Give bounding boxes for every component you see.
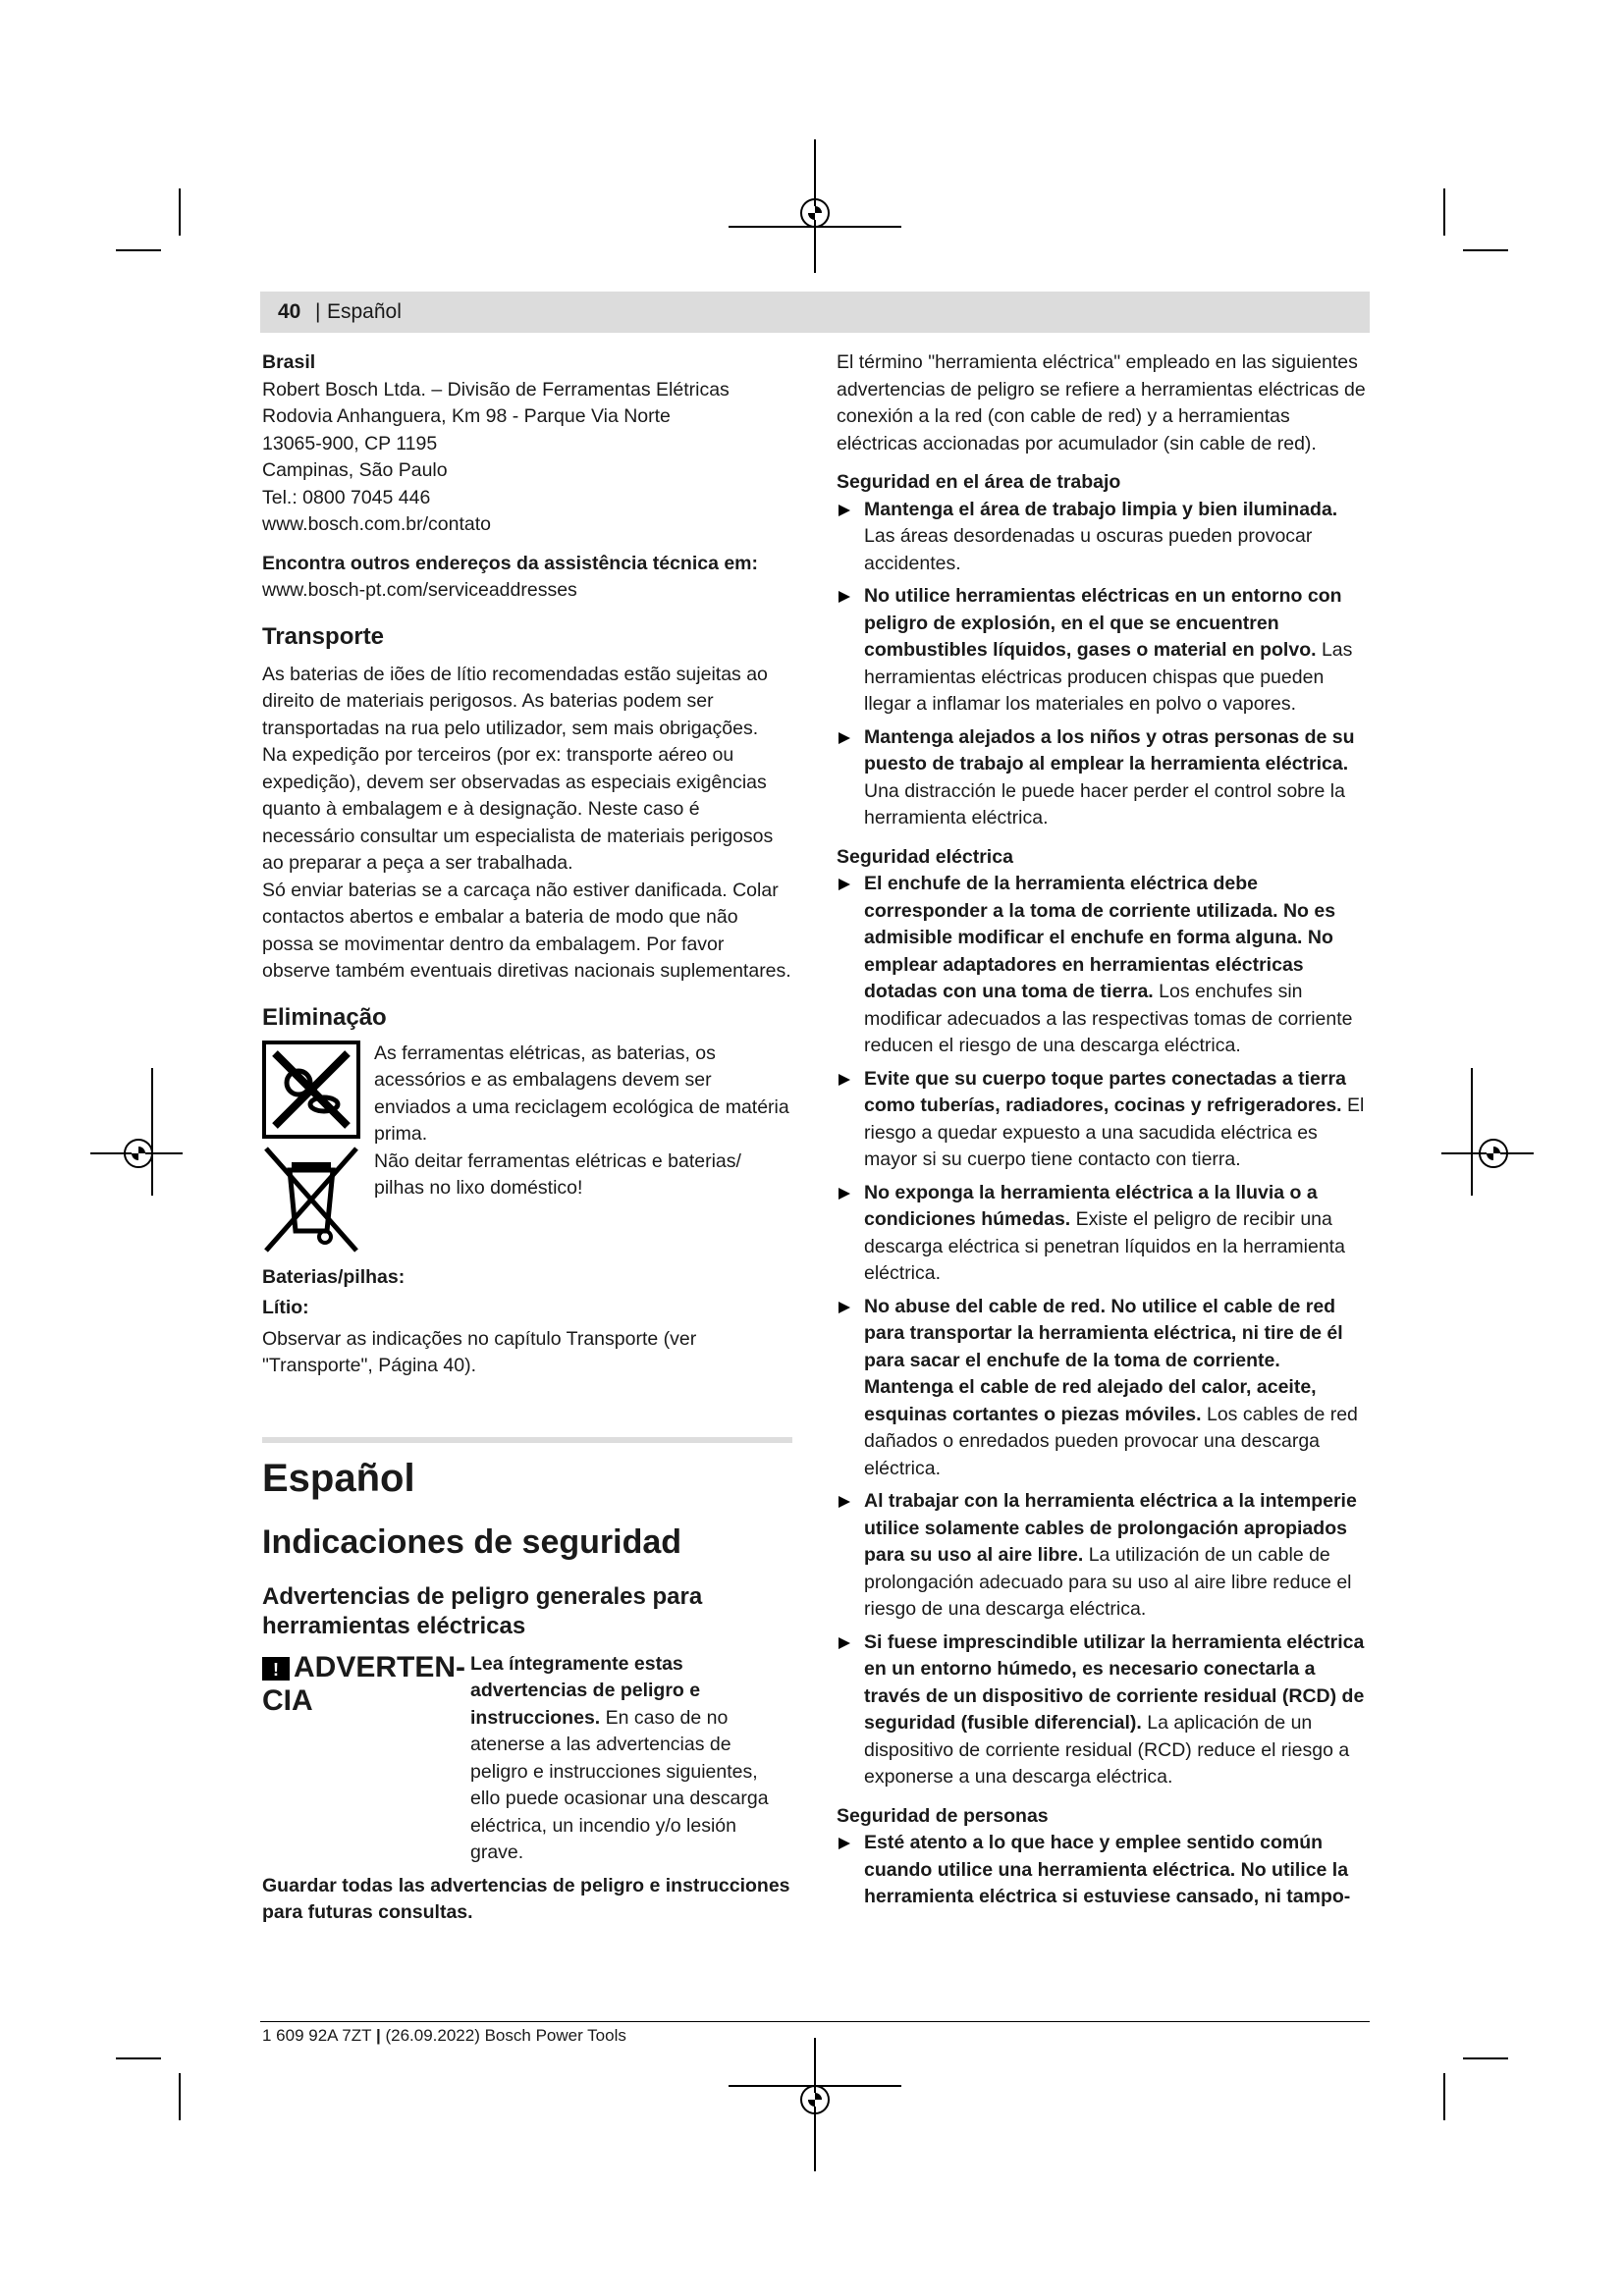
footer-code: 1 609 92A 7ZT (262, 2026, 372, 2045)
item-text: Los enchufes sin modificar adecuados a las respectivas tomas de corriente reducen el riesgo de una descarga eléctrica. (864, 981, 1353, 1056)
item-bold: Esté atento a lo que hace y emplee sentido común cuando utilice una herramienta eléctrica. No utilice la herramienta eléctrica si estuviese cansado, ni tampo- (864, 1832, 1351, 1907)
item-bold: No exponga la herramienta eléctrica a la lluvia o a condiciones húmedas. (864, 1181, 1318, 1230)
bullet-arrow-icon (839, 1838, 850, 1849)
registration-mark-icon (800, 2085, 830, 2114)
litio-title: Lítio: (262, 1297, 309, 1318)
registration-mark-icon (800, 198, 830, 228)
crop-mark (116, 249, 161, 251)
bullet-arrow-icon (839, 1074, 850, 1086)
transporte-paragraph: As baterias de iões de lítio recomendadas estão sujeitas ao direito de materiais perigosos. As baterias podem ser transportadas na rua pelo utilizador, sem mais obrigações. (262, 663, 768, 739)
safety-item (837, 724, 1373, 832)
section-title: Seguridad en el área de trabajo (837, 471, 1121, 493)
guardar-text: Guardar todas las advertencias de peligro e instrucciones para futuras consultas. (262, 1874, 790, 1923)
transporte-paragraph: Na expedição por terceiros (por ex: transporte aéreo ou expedição), devem ser observadas as especiais exigências quanto à embalagem e à designação. Neste caso é necessário consultar um especialista de materiais perigosos ao preparar a peça a ser trabalhada. (262, 744, 774, 874)
footer-date: (26.09.2022) (385, 2026, 480, 2045)
page-footer (262, 2026, 626, 2046)
safety-item (837, 1066, 1373, 1174)
warning-block (262, 1651, 792, 1867)
safety-item (837, 871, 1373, 1060)
bullet-arrow-icon (839, 1637, 850, 1649)
crop-mark (179, 188, 181, 236)
item-bold: No utilice herramientas eléctricas en un entorno con peligro de explosión, en el que se encuentren combustibles líquidos, gases o material en polvo. (864, 585, 1342, 661)
item-bold: Al trabajar con la herramienta eléctrica a la intemperie utilice solamente cables de prolongación apropiados para su uso al aire libre. (864, 1490, 1357, 1566)
safety-item (837, 1294, 1373, 1483)
item-text: Las áreas desordenadas u oscuras pueden provocar accidentes. (864, 525, 1313, 574)
indicaciones-title: Indicaciones de seguridad (262, 1522, 682, 1561)
item-text: Existe el peligro de recibir una descarga eléctrica si penetran líquidos en la herramienta eléctrica. (864, 1208, 1345, 1284)
address-line: Robert Bosch Ltda. – Divisão de Ferramentas Elétricas (262, 378, 730, 400)
other-addresses-title: Encontra outros endereços da assistência técnica em: (262, 552, 759, 574)
disposal-paragraph: Não deitar ferramentas elétricas e baterias/ pilhas no lixo doméstico! (374, 1149, 741, 1199)
warning-label-text: ADVERTEN-CIA (262, 1650, 466, 1717)
section-title: Seguridad de personas (837, 1804, 1049, 1827)
item-text: Los cables de red dañados o enredados pueden provocar una descarga eléctrica. (864, 1403, 1358, 1479)
header-separator: | (315, 300, 321, 323)
item-bold: Mantenga alejados a los niños y otras personas de su puesto de trabajo al emplear la herramienta eléctrica. (864, 725, 1355, 774)
item-bold: Si fuese imprescindible utilizar la herramienta eléctrica en un entorno húmedo, es necesario conectarla a través de un dispositivo de corriente residual (RCD) de seguridad (fusible diferencial). (864, 1630, 1365, 1734)
right-column (837, 349, 1373, 1911)
safety-item (837, 583, 1373, 719)
header-language: Español (327, 300, 402, 323)
address-line: 13065-900, CP 1195 (262, 432, 438, 454)
registration-line (1471, 1068, 1473, 1196)
espanol-title: Español (262, 1456, 415, 1500)
warning-bold: Lea íntegramente estas advertencias de peligro e instrucciones. (470, 1652, 701, 1729)
item-text: La utilización de un cable de prolongación adecuado para su uso al aire libre reduce el riesgo de una descarga eléctrica. (864, 1544, 1352, 1620)
safety-item (837, 1830, 1373, 1911)
address-line: Rodovia Anhanguera, Km 98 - Parque Via Norte (262, 405, 671, 427)
item-bold: Evite que su cuerpo toque partes conectadas a tierra como tuberías, radiadores, cocinas y refrigeradores. (864, 1067, 1346, 1116)
left-column (262, 349, 792, 1927)
item-bold: El enchufe de la herramienta eléctrica debe corresponder a la toma de corriente utilizada. No es admisible modificar el enchufe en forma alguna. No emplear adaptadores en herramientas eléctricas dotadas con una toma de tierra. (864, 873, 1336, 1002)
warning-body: En caso de no atenerse a las advertencias de peligro e instrucciones siguientes, ello puede ocasionar una descarga eléctrica, un incendio y/o lesión grave. (470, 1706, 769, 1863)
footer-separator: | (375, 2026, 381, 2045)
crop-mark (179, 2073, 181, 2120)
transporte-paragraph: Só enviar baterias se a carcaça não estiver danificada. Colar contactos abertos e embalar a bateria de modo que não possa se movimentar dentro da embalagem. Por favor observe também eventuais diretivas nacionais suplementares. (262, 879, 791, 982)
item-text: El riesgo a quedar expuesto a una sacudida eléctrica es mayor si su cuerpo tiene contacto con tierra. (864, 1095, 1365, 1170)
bullet-arrow-icon (839, 1302, 850, 1313)
warning-label (262, 1651, 470, 1867)
item-bold: Mantenga el área de trabajo limpia y bien iluminada. (864, 498, 1338, 520)
item-bold: No abuse del cable de red. No utilice el cable de red para transportar la herramienta eléctrica, ni tire de él para sacar el enchufe de la toma de corriente. Mantenga el cable de red alejado del calor, aceite, esquinas cortantes o piezas móviles. (864, 1295, 1343, 1425)
safety-item (837, 1180, 1373, 1288)
advertencias-title: Advertencias de peligro generales para herramientas eléctricas (262, 1582, 703, 1639)
crop-mark (1443, 2073, 1445, 2120)
warning-text (470, 1651, 792, 1867)
bullet-arrow-icon (839, 1188, 850, 1200)
warning-triangle-icon: ! (262, 1657, 290, 1681)
bullet-arrow-icon (839, 591, 850, 603)
item-text: La aplicación de un dispositivo de corriente residual (RCD) reduce el riesgo a exponerse a una descarga eléctrica. (864, 1712, 1350, 1788)
item-text: Una distracción le puede hacer perder el control sobre la herramienta eléctrica. (864, 779, 1345, 828)
footer-brand: Bosch Power Tools (484, 2026, 626, 2045)
crop-mark (1443, 188, 1445, 236)
address-url: www.bosch.com.br/contato (262, 513, 492, 535)
disposal-icons (262, 1041, 374, 1255)
disposal-block (262, 1041, 792, 1255)
bullet-arrow-icon (839, 732, 850, 744)
bullet-arrow-icon (839, 879, 850, 890)
registration-mark-icon (124, 1139, 153, 1168)
disposal-text (374, 1041, 792, 1255)
address-phone: Tel.: 0800 7045 446 (262, 486, 431, 508)
section-divider (262, 1437, 792, 1443)
registration-mark-icon (1479, 1139, 1508, 1168)
bullet-arrow-icon (839, 1496, 850, 1508)
page-number: 40 (278, 300, 301, 323)
address-line: Campinas, São Paulo (262, 459, 448, 481)
crossed-bin-icon (262, 1145, 360, 1255)
intro-paragraph: El término "herramienta eléctrica" empleado en las siguientes advertencias de peligro se refiere a herramientas eléctricas de conexión a la red (con cable de red) y a herramientas eléctricas accionadas por acumulador (sin cable de red). (837, 351, 1366, 454)
section-title: Seguridad eléctrica (837, 845, 1013, 868)
page-header (260, 292, 1370, 333)
disposal-paragraph: As ferramentas elétricas, as baterias, os acessórios e as embalagens devem ser enviados a uma reciclagem ecológica de matéria prima. (374, 1041, 789, 1145)
no-trash-battery-icon (262, 1041, 360, 1139)
baterias-text: Observar as indicações no capítulo Transporte (ver "Transporte", Página 40). (262, 1327, 697, 1376)
crop-mark (1463, 249, 1508, 251)
crop-mark (116, 2057, 161, 2059)
baterias-title: Baterias/pilhas: (262, 1265, 406, 1288)
bullet-arrow-icon (839, 505, 850, 516)
eliminacao-heading: Eliminação (262, 1003, 387, 1031)
registration-line (151, 1068, 153, 1196)
brasil-title: Brasil (262, 351, 316, 373)
footer-rule (260, 2021, 1370, 2022)
item-text: Las herramientas eléctricas producen chispas que pueden llegar a inflamar los materiales en polvo o vapores. (864, 639, 1353, 715)
crop-mark (1463, 2057, 1508, 2059)
safety-item (837, 1629, 1373, 1791)
safety-item (837, 497, 1373, 578)
transporte-heading: Transporte (262, 622, 385, 650)
other-addresses-url: www.bosch-pt.com/serviceaddresses (262, 579, 577, 601)
safety-item (837, 1488, 1373, 1624)
